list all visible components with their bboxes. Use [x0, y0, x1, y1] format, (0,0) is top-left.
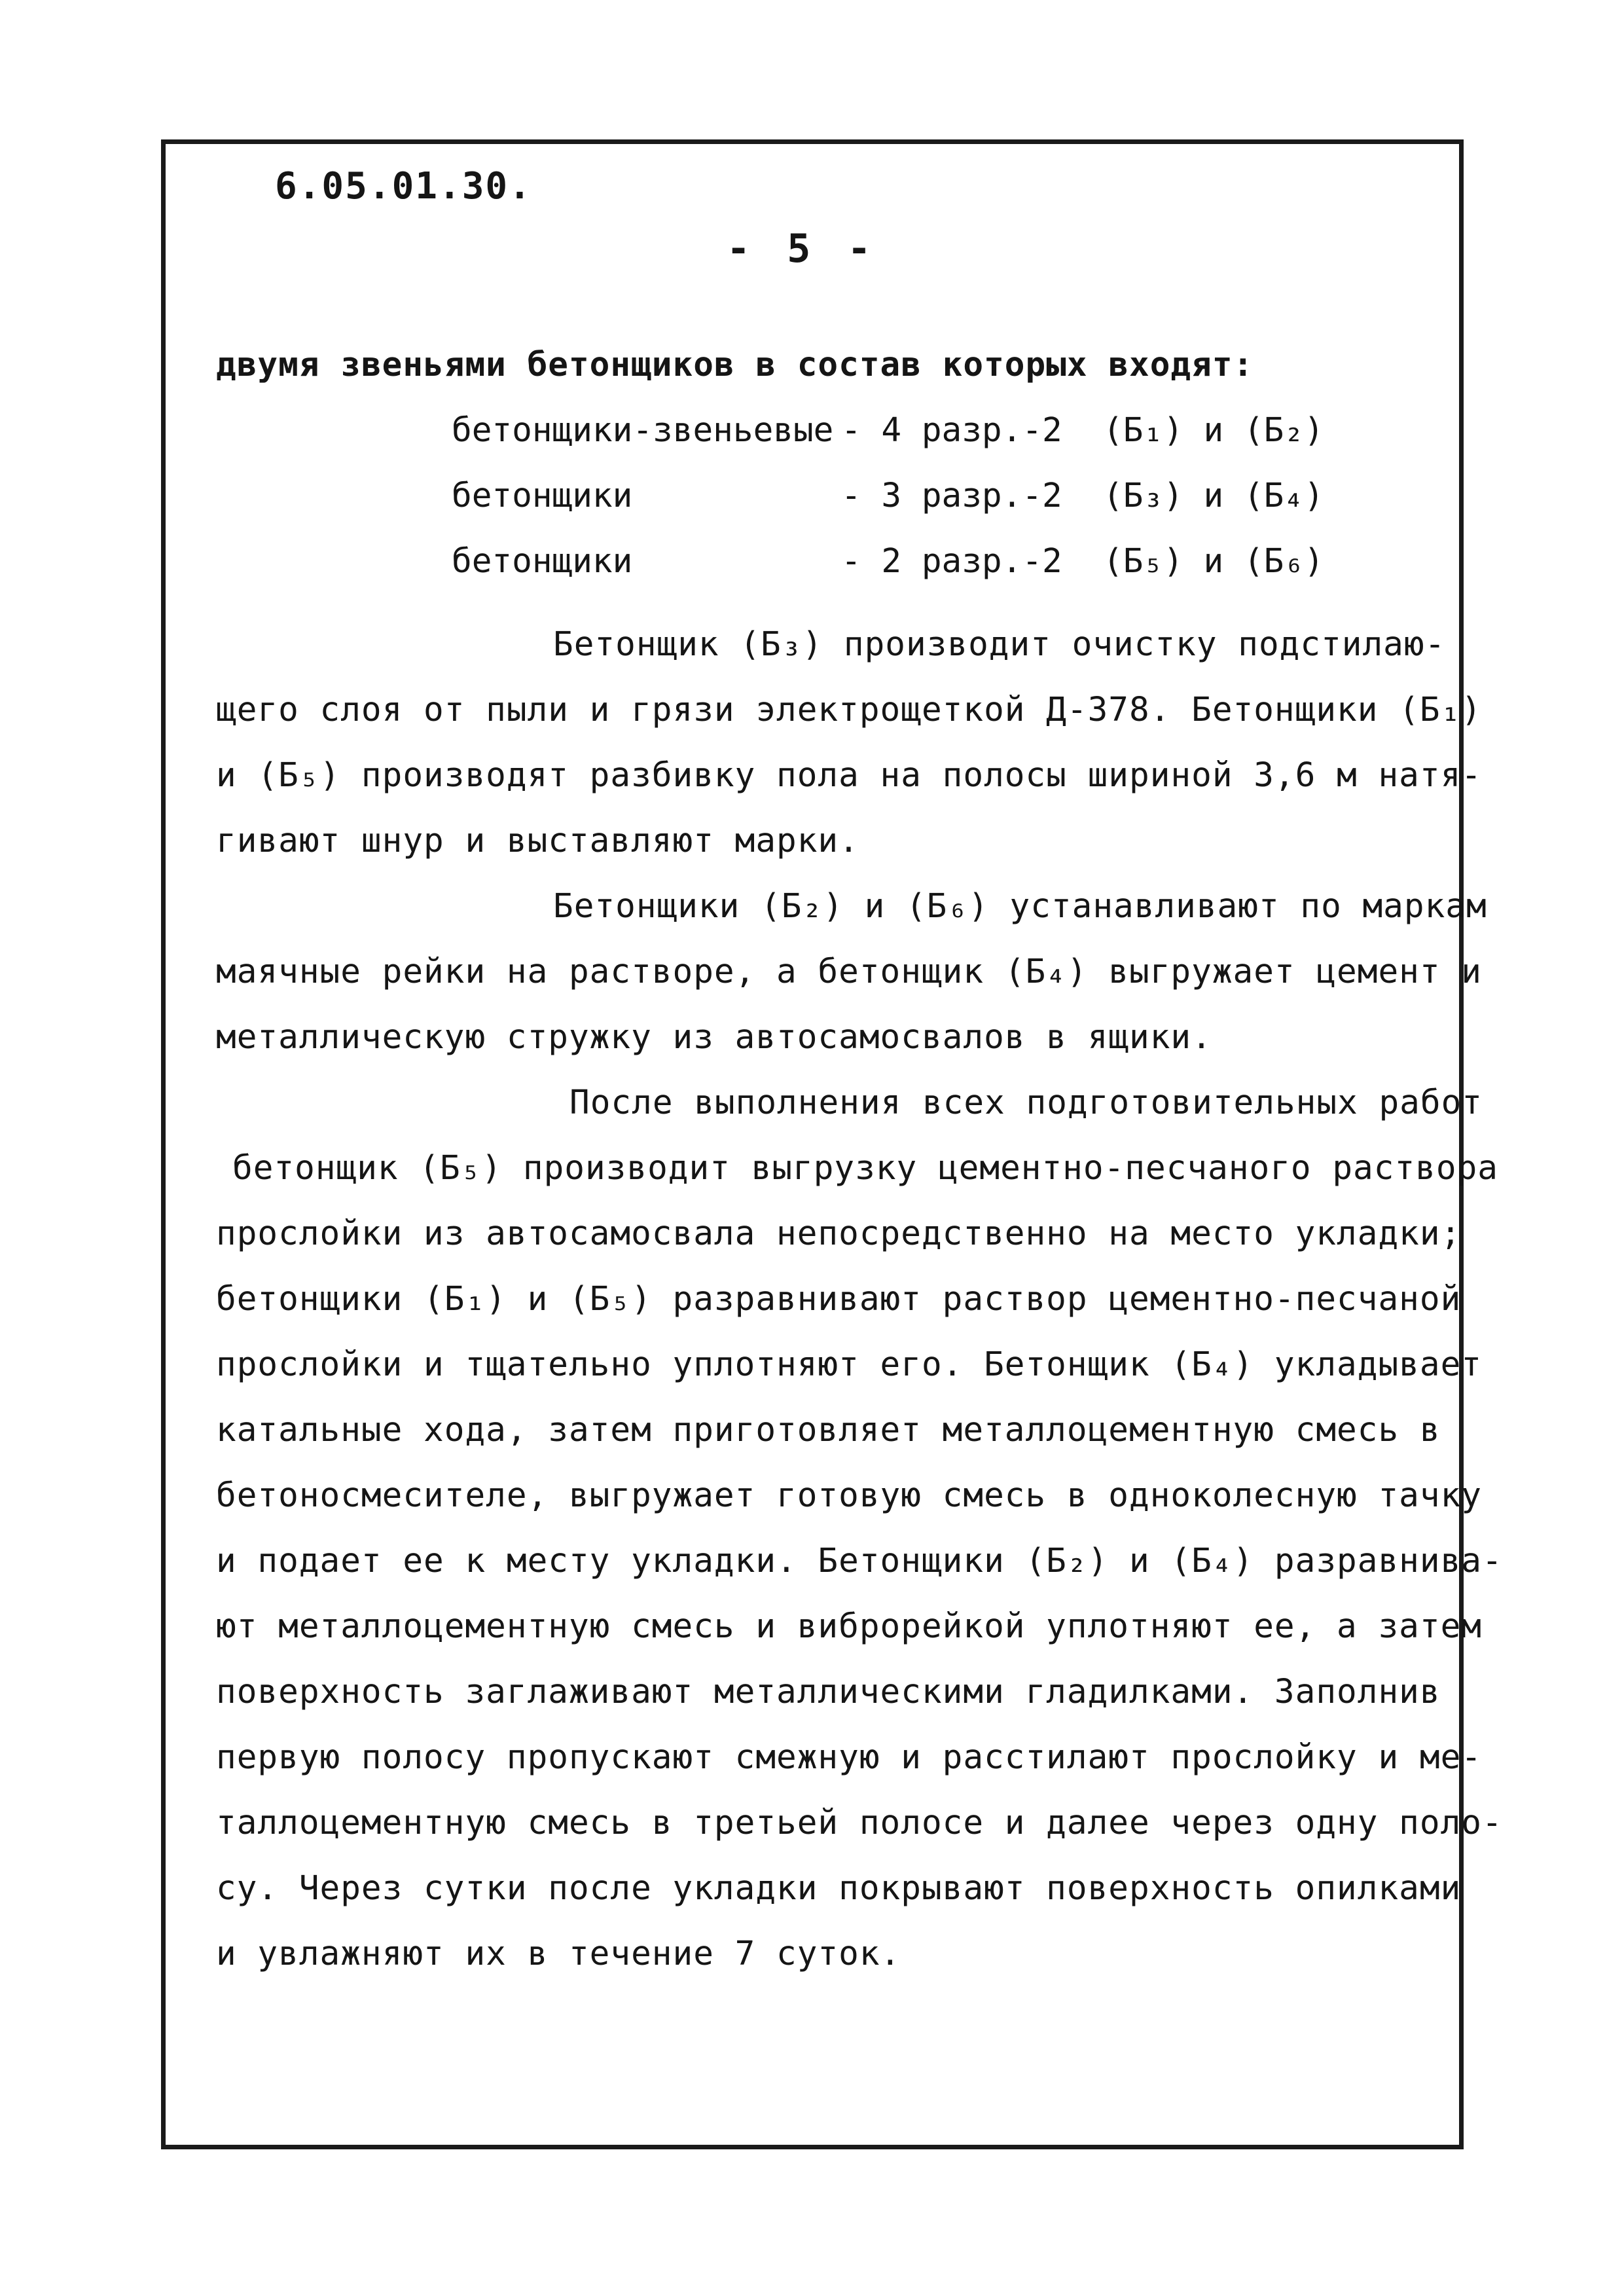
paragraph-line: гивают шнур и выставляют марки.	[216, 822, 859, 860]
crew-codes: (Б₁) и (Б₂)	[1103, 411, 1324, 450]
paragraph-line: и (Б₅) производят разбивку пола на полосы шириной 3,6 м натя-	[216, 756, 1482, 795]
paragraph-line: и подает ее к месту укладки. Бетонщики (Б₂) и (Б₄) разравнива-	[216, 1542, 1503, 1580]
paragraph-line: прослойки и тщательно уплотняют его. Бетонщик (Б₄) укладывает	[216, 1345, 1482, 1384]
document-code: 6.05.01.30.	[275, 165, 532, 208]
paragraph-line: щего слоя от пыли и грязи электрощеткой Д-378. Бетонщики (Б₁)	[216, 691, 1482, 729]
crew-codes: (Б₃) и (Б₄)	[1103, 477, 1324, 515]
crew-rank: - 2 разр.-2	[841, 542, 1062, 581]
paragraph-line: После выполнения всех подготовительных работ	[569, 1084, 1483, 1122]
crew-role: бетонщики	[452, 477, 633, 515]
crew-rank: - 4 разр.-2	[841, 411, 1062, 450]
paragraph-line: металлическую стружку из автосамосвалов в ящики.	[216, 1018, 1212, 1057]
paragraph-line: таллоцементную смесь в третьей полосе и далее через одну поло-	[216, 1804, 1503, 1842]
paragraph-line: бетонщик (Б₅) производит выгрузку цементно-песчаного раствора	[232, 1149, 1498, 1188]
paragraph-line: ют металлоцементную смесь и виброрейкой уплотняют ее, а затем	[216, 1607, 1482, 1646]
paragraph-line: су. Через сутки после укладки покрывают поверхность опилками	[216, 1869, 1462, 1908]
paragraph-line: маячные рейки на растворе, а бетонщик (Б₄) выгружает цемент и	[216, 953, 1482, 991]
intro-line: двумя звеньями бетонщиков в состав которых входят:	[216, 346, 1254, 384]
paragraph-line: катальные хода, затем приготовляет металлоцементную смесь в	[216, 1411, 1441, 1449]
paragraph-line: первую полосу пропускают смежную и расстилают прослойку и ме-	[216, 1738, 1482, 1777]
paragraph-line: и увлажняют их в течение 7 суток.	[216, 1935, 901, 1973]
paragraph-line: Бетонщики (Б₂) и (Б₆) устанавливают по маркам	[553, 887, 1487, 926]
paragraph-line: Бетонщик (Б₃) производит очистку подстилаю-	[553, 625, 1446, 664]
paragraph-line: бетонщики (Б₁) и (Б₅) разравнивают раствор цементно-песчаной	[216, 1280, 1462, 1319]
paragraph-line: бетоносмесителе, выгружает готовую смесь в одноколесную тачку	[216, 1476, 1482, 1515]
crew-role: бетонщики-звеньевые	[452, 411, 834, 450]
page-number: - 5 -	[727, 226, 878, 272]
crew-rank: - 3 разр.-2	[841, 477, 1062, 515]
crew-codes: (Б₅) и (Б₆)	[1103, 542, 1324, 581]
crew-role: бетонщики	[452, 542, 633, 581]
paragraph-line: поверхность заглаживают металлическими гладилками. Заполнив	[216, 1673, 1441, 1711]
paragraph-line: прослойки из автосамосвала непосредственно на место укладки;	[216, 1214, 1462, 1253]
